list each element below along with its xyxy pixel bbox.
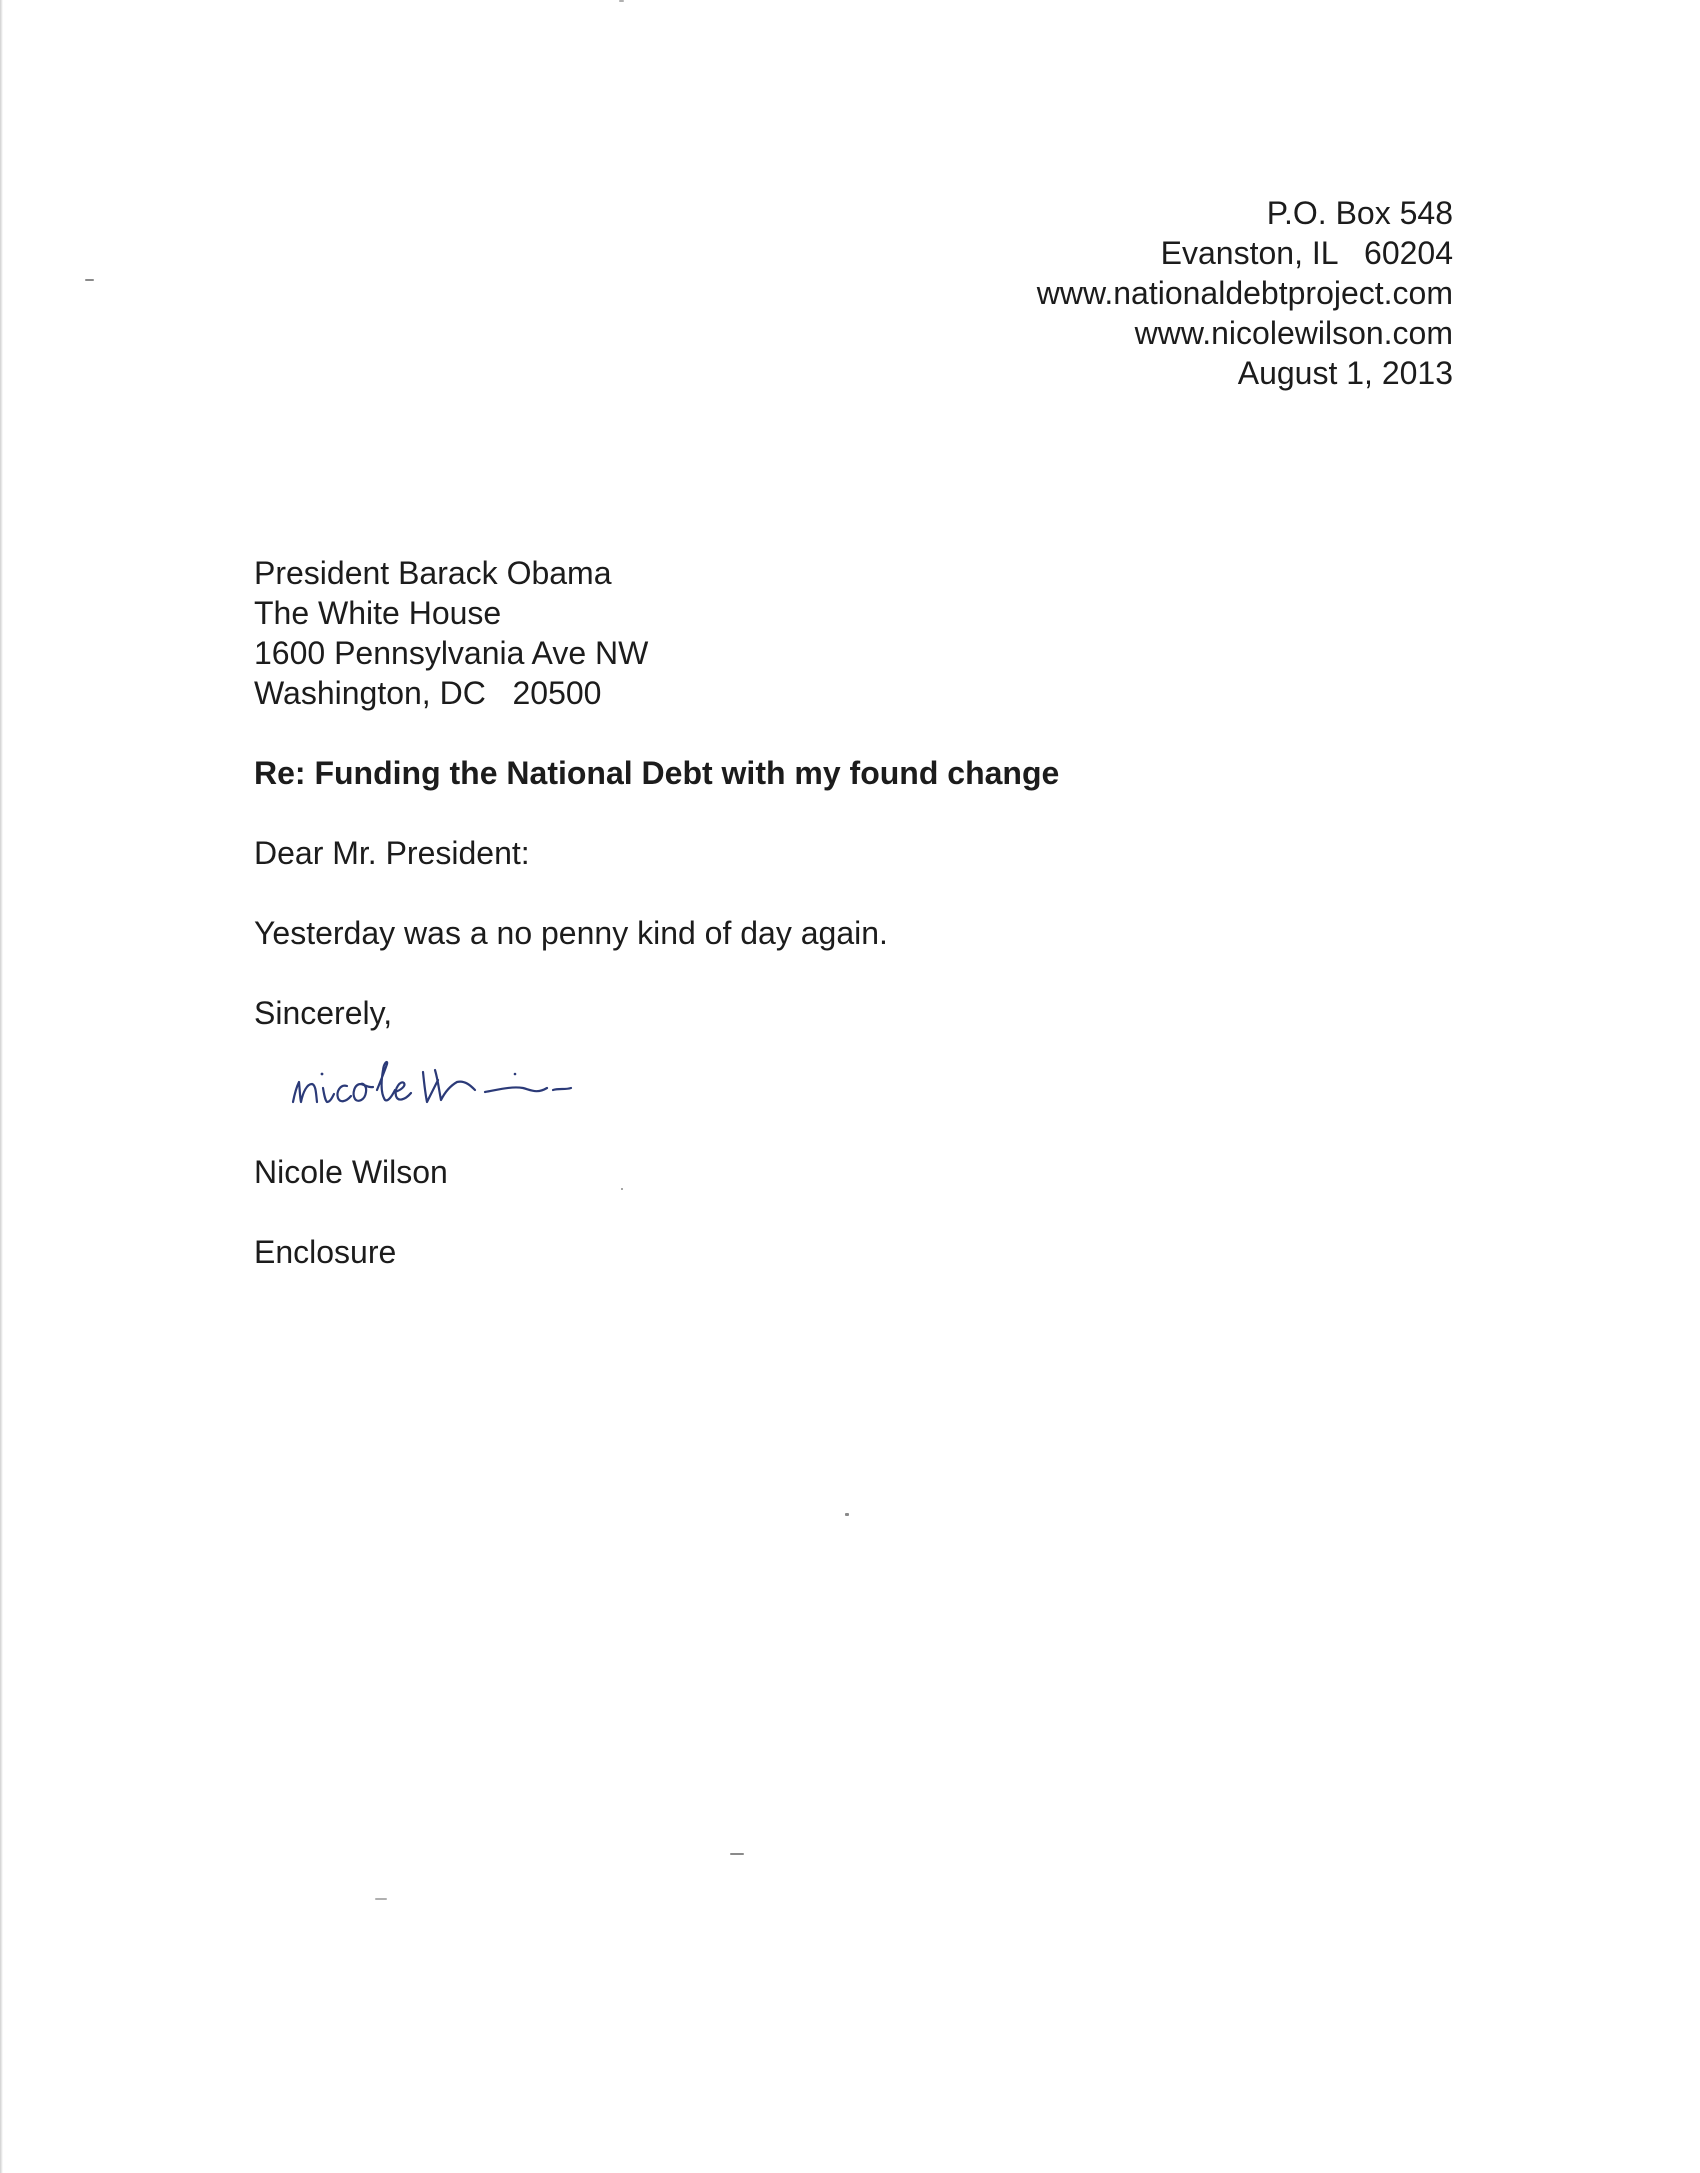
sender-address-block [1037,193,1453,393]
signer-name: Nicole Wilson [254,1154,448,1190]
sender-website-national-debt: www.nationaldebtproject.com [1036,275,1453,311]
scan-speck [730,1853,744,1855]
scan-speck [375,1898,387,1900]
letter-body: Yesterday was a no penny kind of day again. [254,915,888,951]
enclosure-notation: Enclosure [254,1234,397,1270]
scan-speck [85,279,94,281]
recipient-name: President Barack Obama [254,555,612,591]
closing: Sincerely, [254,995,393,1031]
scan-edge [0,0,3,2173]
scan-speck [619,0,624,2]
scan-speck [621,1188,623,1190]
salutation: Dear Mr. President: [254,835,530,871]
recipient-organization: The White House [254,595,502,631]
recipient-city-state-zip: Washington, DC 20500 [254,675,602,711]
sender-city-state-zip: Evanston, IL 60204 [1160,235,1453,271]
letter-date: August 1, 2013 [1237,355,1453,391]
subject-line: Re: Funding the National Debt with my found change [254,755,1060,791]
handwritten-signature [285,1030,625,1120]
scan-speck [845,1513,849,1516]
recipient-street: 1600 Pennsylvania Ave NW [254,635,649,671]
recipient-address-block [254,553,648,713]
sender-po-box: P.O. Box 548 [1266,195,1453,231]
sender-website-personal: www.nicolewilson.com [1134,315,1453,351]
